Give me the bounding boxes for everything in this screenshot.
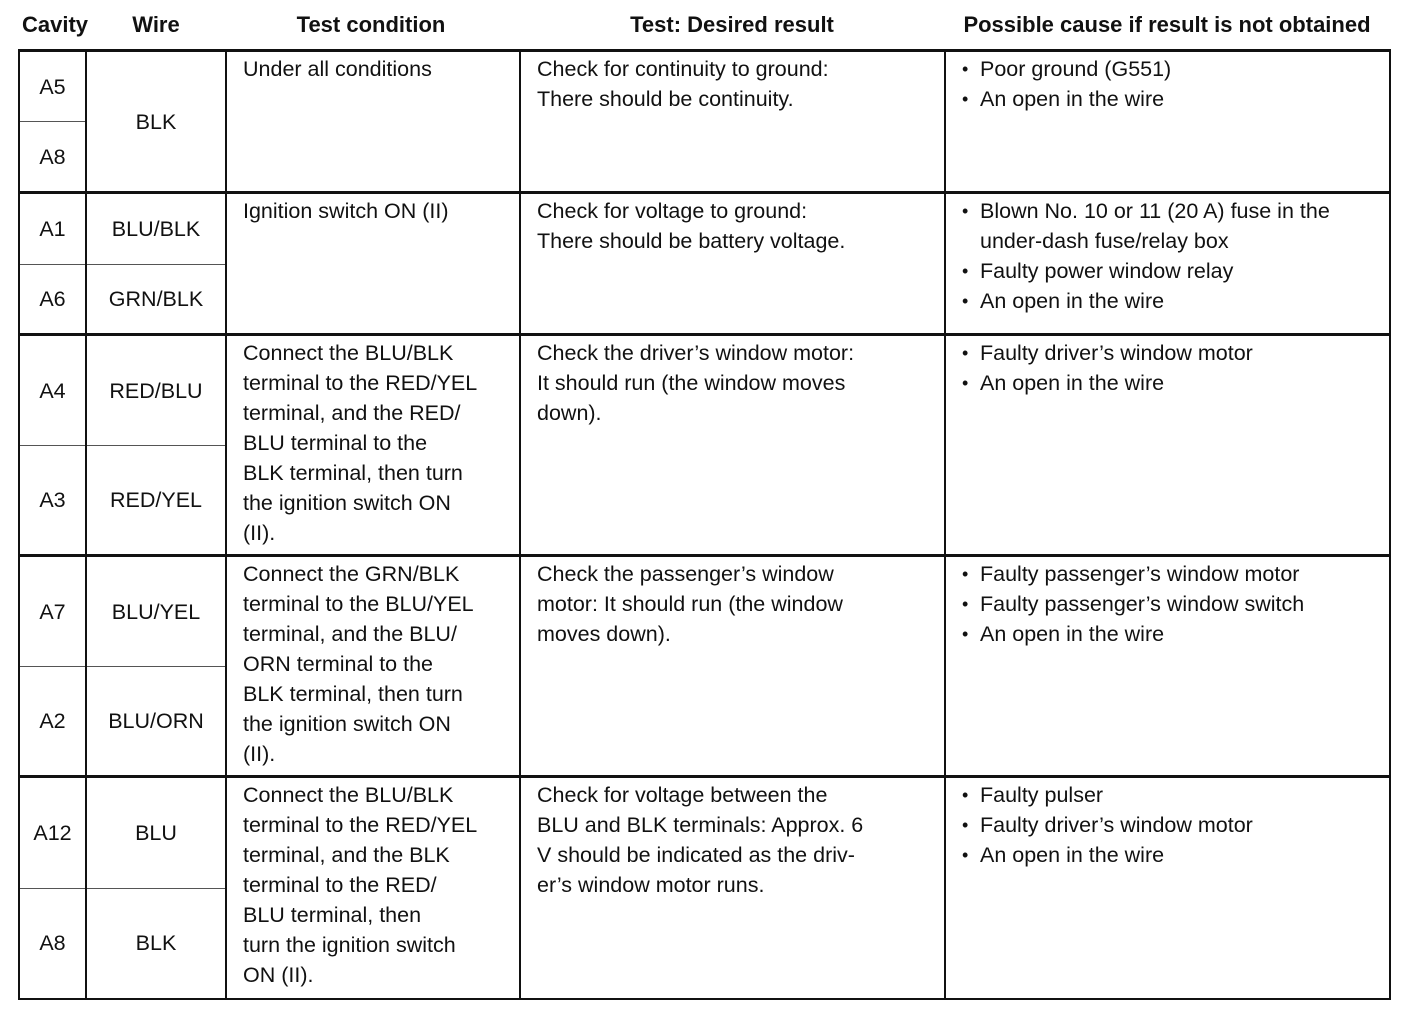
cavity-cell: A1 (19, 193, 86, 265)
result-line: er’s window motor runs. (537, 873, 765, 897)
condition-line: ORN terminal to the (243, 652, 433, 676)
condition-cell (226, 556, 520, 777)
cause-cell (945, 335, 1390, 556)
condition-cell: Ignition switch ON (II) (226, 193, 520, 335)
result-cell (520, 193, 945, 335)
result-line: There should be continuity. (537, 87, 794, 111)
cause-item: • An open in the wire (960, 368, 1379, 398)
header-possible-cause: Possible cause if result is not obtained (963, 12, 1371, 37)
condition-line: Connect the BLU/BLK (243, 341, 454, 365)
wire-cell: GRN/BLK (86, 265, 226, 335)
cause-item: • Faulty passenger’s window switch (960, 589, 1379, 619)
condition-line: ON (II). (243, 963, 314, 987)
result-cell (520, 51, 945, 193)
condition-line: BLK terminal, then turn (243, 461, 463, 485)
result-line: Check for voltage to ground: (537, 199, 808, 223)
result-line: There should be battery voltage. (537, 229, 846, 253)
wire-cell: BLK (86, 889, 226, 999)
wire-cell: RED/YEL (86, 446, 226, 556)
cause-cell (945, 777, 1390, 999)
cause-cell (945, 556, 1390, 777)
condition-line: Connect the GRN/BLK (243, 562, 460, 586)
condition-line: terminal to the RED/YEL (243, 371, 478, 395)
cavity-cell: A8 (19, 889, 86, 999)
table-row (19, 51, 1390, 122)
result-cell (520, 335, 945, 556)
result-line: BLU and BLK terminals: Approx. 6 (537, 813, 864, 837)
wire-cell: BLU/YEL (86, 556, 226, 667)
wire-cell: BLU/ORN (86, 667, 226, 777)
cause-item: • Faulty power window relay (960, 256, 1379, 286)
condition-line: Connect the BLU/BLK (243, 783, 454, 807)
condition-cell: Under all conditions (226, 51, 520, 193)
cause-item: • Faulty passenger’s window motor (960, 559, 1379, 589)
cause-item: • Poor ground (G551) (960, 54, 1379, 84)
condition-line: BLU terminal to the (243, 431, 428, 455)
cause-item: • An open in the wire (960, 84, 1379, 114)
result-line: down). (537, 401, 602, 425)
result-cell (520, 556, 945, 777)
condition-line: BLU terminal, then (243, 903, 422, 927)
condition-line: terminal to the RED/YEL (243, 813, 478, 837)
table-row (19, 556, 1390, 667)
condition-line: the ignition switch ON (243, 491, 451, 515)
cavity-cell: A6 (19, 265, 86, 335)
table-row (19, 335, 1390, 446)
cavity-cell: A7 (19, 556, 86, 667)
wire-cell: BLK (86, 51, 226, 193)
test-table (18, 49, 1391, 1000)
result-line: Check the driver’s window motor: (537, 341, 855, 365)
condition-line: (II). (243, 521, 276, 545)
result-line: Check the passenger’s window (537, 562, 834, 586)
header-desired-result: Test: Desired result (630, 12, 834, 37)
condition-line: terminal, and the RED/ (243, 401, 461, 425)
cavity-cell: A12 (19, 777, 86, 889)
condition-cell (226, 777, 520, 999)
result-cell (520, 777, 945, 999)
condition-line: terminal to the RED/ (243, 873, 437, 897)
condition-line: the ignition switch ON (243, 712, 451, 736)
cause-item: • An open in the wire (960, 840, 1379, 870)
cause-item: • Blown No. 10 or 11 (20 A) fuse in the under-dash fuse/relay box (960, 196, 1379, 256)
cause-item: • Faulty driver’s window motor (960, 338, 1379, 368)
result-line: V should be indicated as the driv- (537, 843, 855, 867)
result-line: It should run (the window moves (537, 371, 846, 395)
condition-cell (226, 335, 520, 556)
condition-line: terminal, and the BLK (243, 843, 450, 867)
cause-item: • Faulty driver’s window motor (960, 810, 1379, 840)
condition-line: BLK terminal, then turn (243, 682, 463, 706)
cavity-cell: A8 (19, 122, 86, 193)
cause-cell (945, 51, 1390, 193)
header-test-condition: Test condition (296, 12, 446, 37)
cavity-cell: A2 (19, 667, 86, 777)
cavity-cell: A3 (19, 446, 86, 556)
cause-item: • Faulty pulser (960, 780, 1379, 810)
result-line: motor: It should run (the window (537, 592, 843, 616)
result-line: Check for voltage between the (537, 783, 828, 807)
cavity-cell: A4 (19, 335, 86, 446)
cavity-cell: A5 (19, 51, 86, 122)
header-wire: Wire (132, 12, 180, 37)
wire-cell: RED/BLU (86, 335, 226, 446)
cause-cell (945, 193, 1390, 335)
condition-line: turn the ignition switch (243, 933, 456, 957)
result-line: Check for continuity to ground: (537, 57, 829, 81)
wire-cell: BLU/BLK (86, 193, 226, 265)
cause-item: • An open in the wire (960, 619, 1379, 649)
table-row (19, 777, 1390, 889)
wire-cell: BLU (86, 777, 226, 889)
condition-line: terminal, and the BLU/ (243, 622, 457, 646)
condition-line: (II). (243, 742, 276, 766)
cause-item: • An open in the wire (960, 286, 1379, 316)
header-cavity: Cavity (21, 12, 89, 37)
result-line: moves down). (537, 622, 671, 646)
table-row (19, 193, 1390, 265)
condition-line: terminal to the BLU/YEL (243, 592, 474, 616)
